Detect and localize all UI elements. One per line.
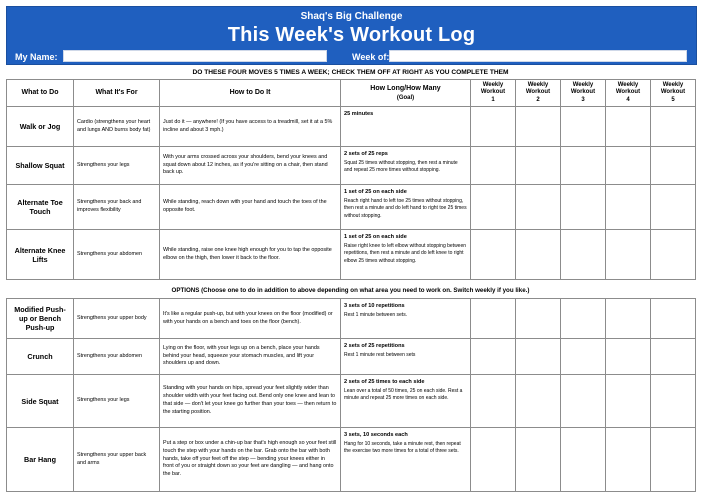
goal-title: 1 set of 25 on each side [344, 189, 407, 195]
exercise-name: Crunch [7, 339, 74, 375]
check-cell[interactable] [471, 230, 516, 280]
main-instruction: DO THESE FOUR MOVES 5 TIMES A WEEK; CHECK THEM OFF AT RIGHT AS YOU COMPLETE THEM [192, 69, 509, 76]
check-cell[interactable] [606, 147, 651, 185]
check-cell[interactable] [651, 185, 696, 230]
col-how: How to Do It [160, 80, 341, 107]
check-cell[interactable] [651, 230, 696, 280]
check-cell[interactable] [606, 375, 651, 428]
goal-detail: Lean over a total of 50 times, 25 on each side. Rest a minute and repeat 25 more times on each side. [344, 388, 463, 402]
check-cell[interactable] [516, 428, 561, 492]
exercise-purpose: Strengthens your back and improves flexibility [74, 185, 160, 230]
week-label: Weekly Workout [615, 82, 641, 96]
week-label: Week of: [352, 52, 390, 62]
exercise-purpose: Strengthens your abdomen [74, 230, 160, 280]
check-cell[interactable] [606, 185, 651, 230]
check-cell[interactable] [516, 375, 561, 428]
col-week-4 [606, 80, 651, 107]
table-row [7, 107, 696, 147]
table-row [7, 299, 696, 339]
check-cell[interactable] [561, 375, 606, 428]
exercise-purpose: Strengthens your legs [74, 147, 160, 185]
goal-detail: Hang for 10 seconds, take a minute rest, then repeat the exercise two more times for a total of three sets. [344, 441, 461, 455]
goal-detail: Squat 25 times without stopping, then rest a minute and repeat 25 more times without stopping. [344, 160, 458, 174]
exercise-instructions: While standing, reach down with your hand and touch the toes of the opposite foot. [160, 185, 341, 230]
check-cell[interactable] [561, 107, 606, 147]
options-workout-table [6, 298, 696, 492]
check-cell[interactable] [516, 185, 561, 230]
week-num: 4 [626, 96, 630, 103]
exercise-instructions: It's like a regular push-up, but with your knees on the floor (modified) or with your hands on a bench and toes on the floor (bench). [160, 299, 341, 339]
exercise-goal [341, 147, 471, 185]
exercise-goal [341, 185, 471, 230]
goal-title: 25 minutes [344, 111, 374, 117]
options-instruction: OPTIONS (Choose one to do in addition to above depending on what area you need to work on. Switch weekly if you like.) [171, 287, 530, 294]
col-week-5 [651, 80, 696, 107]
exercise-instructions: With your arms crossed across your shoulders, bend your knees and squat down about 12 inches, as if you're sitting on a chair, then stand back up. [160, 147, 341, 185]
exercise-instructions: Lying on the floor, with your legs up on a bench, place your hands behind your head, squeeze your stomach muscles, and lift your shoulders up and down. [160, 339, 341, 375]
week-num: 3 [581, 96, 585, 103]
exercise-instructions: While standing, raise one knee high enough for you to tap the opposite elbow on the thigh, then lower it back to the floor. [160, 230, 341, 280]
exercise-name: Shallow Squat [7, 147, 74, 185]
header-subtitle: Shaq's Big Challenge [300, 11, 403, 22]
week-label: Weekly Workout [480, 82, 506, 96]
check-cell[interactable] [651, 375, 696, 428]
exercise-instructions: Put a step or box under a chin-up bar that's high enough so your feet still touch the step with your hands on the bar. Grab onto the bar with both hands, take off your feet off the step — bending your knees either in front of you or straight down so your feet are dangling — and hang onto the bar. [160, 428, 341, 492]
check-cell[interactable] [516, 107, 561, 147]
goal-title: 3 sets of 10 repetitions [344, 303, 405, 309]
exercise-instructions: Standing with your hands on hips, spread your feet slightly wider than shoulder width with your feet facing out. Bend only one knee and lean to that side — don't let your knee go further than your toes — then return to the starting position. [160, 375, 341, 428]
check-cell[interactable] [651, 428, 696, 492]
check-cell[interactable] [606, 107, 651, 147]
check-cell[interactable] [471, 375, 516, 428]
week-label: Weekly Workout [570, 82, 596, 96]
check-cell[interactable] [651, 147, 696, 185]
table-header-row [7, 80, 696, 107]
check-cell[interactable] [516, 230, 561, 280]
exercise-purpose: Strengthens your abdomen [74, 339, 160, 375]
name-field[interactable] [63, 50, 327, 62]
check-cell[interactable] [471, 107, 516, 147]
exercise-instructions: Just do it — anywhere! (If you have access to a treadmill, set it at a 5% incline and about 3 mph.) [160, 107, 341, 147]
goal-detail: Rest 1 minute rest between sets [344, 352, 416, 359]
check-cell[interactable] [516, 147, 561, 185]
name-label: My Name: [15, 52, 58, 62]
table-row [7, 375, 696, 428]
exercise-name: Bar Hang [7, 428, 74, 492]
week-label: Weekly Workout [525, 82, 551, 96]
exercise-goal [341, 299, 471, 339]
exercise-name: Alternate Knee Lifts [7, 230, 74, 280]
check-cell[interactable] [561, 185, 606, 230]
col-goal [341, 80, 471, 107]
check-cell[interactable] [561, 428, 606, 492]
check-cell[interactable] [651, 107, 696, 147]
goal-detail: Reach right hand to left toe 25 times without stopping, then rest a minute and do left hand to right toe 25 times without stopping. [344, 198, 467, 219]
col-what: What to Do [7, 80, 74, 107]
check-cell[interactable] [606, 428, 651, 492]
goal-title: 2 sets of 25 times to each side [344, 379, 425, 385]
goal-title: 2 sets of 25 reps [344, 151, 388, 157]
exercise-goal [341, 339, 471, 375]
exercise-purpose: Strengthens your legs [74, 375, 160, 428]
page-title: This Week's Workout Log [227, 24, 476, 46]
check-cell[interactable] [561, 299, 606, 339]
check-cell[interactable] [561, 339, 606, 375]
check-cell[interactable] [651, 299, 696, 339]
col-goal-line2: (Goal) [396, 94, 415, 101]
col-week-3 [561, 80, 606, 107]
col-for: What It's For [74, 80, 160, 107]
exercise-goal [341, 428, 471, 492]
goal-title: 1 set of 25 on each side [344, 234, 407, 240]
check-cell[interactable] [606, 299, 651, 339]
goal-title: 2 sets of 25 repetitions [344, 343, 405, 349]
check-cell[interactable] [516, 339, 561, 375]
header-banner [6, 6, 697, 65]
goal-detail: Raise right knee to left elbow without stopping between repetitions, then rest a minute and do left knee to right elbow 25 times without stopping. [344, 243, 467, 264]
week-label: Weekly Workout [660, 82, 686, 96]
check-cell[interactable] [471, 147, 516, 185]
table-row [7, 147, 696, 185]
check-cell[interactable] [516, 299, 561, 339]
col-goal-line1: How Long/How Many [370, 84, 441, 92]
goal-detail: Rest 1 minute between sets. [344, 312, 408, 319]
main-workout-table [6, 79, 696, 280]
check-cell[interactable] [606, 339, 651, 375]
check-cell[interactable] [561, 147, 606, 185]
week-of-field[interactable] [389, 50, 687, 62]
week-num: 2 [536, 96, 540, 103]
exercise-goal [341, 375, 471, 428]
exercise-purpose: Strengthens your upper back and arms [74, 428, 160, 492]
exercise-name: Modified Push-up or Bench Push-up [7, 299, 74, 339]
col-week-1 [471, 80, 516, 107]
check-cell[interactable] [471, 299, 516, 339]
col-week-2 [516, 80, 561, 107]
table-row [7, 230, 696, 280]
exercise-goal [341, 107, 471, 147]
check-cell[interactable] [561, 230, 606, 280]
exercise-name: Walk or Jog [7, 107, 74, 147]
exercise-purpose: Cardio (strengthens your heart and lungs AND burns body fat) [74, 107, 160, 147]
week-num: 5 [671, 96, 675, 103]
check-cell[interactable] [471, 428, 516, 492]
table-row [7, 428, 696, 492]
goal-title: 3 sets, 10 seconds each [344, 432, 408, 438]
check-cell[interactable] [471, 185, 516, 230]
check-cell[interactable] [471, 339, 516, 375]
table-row [7, 185, 696, 230]
table-row [7, 339, 696, 375]
check-cell[interactable] [651, 339, 696, 375]
exercise-goal [341, 230, 471, 280]
exercise-purpose: Strengthens your upper body [74, 299, 160, 339]
week-num: 1 [491, 96, 495, 103]
exercise-name: Alternate Toe Touch [7, 185, 74, 230]
exercise-name: Side Squat [7, 375, 74, 428]
check-cell[interactable] [606, 230, 651, 280]
